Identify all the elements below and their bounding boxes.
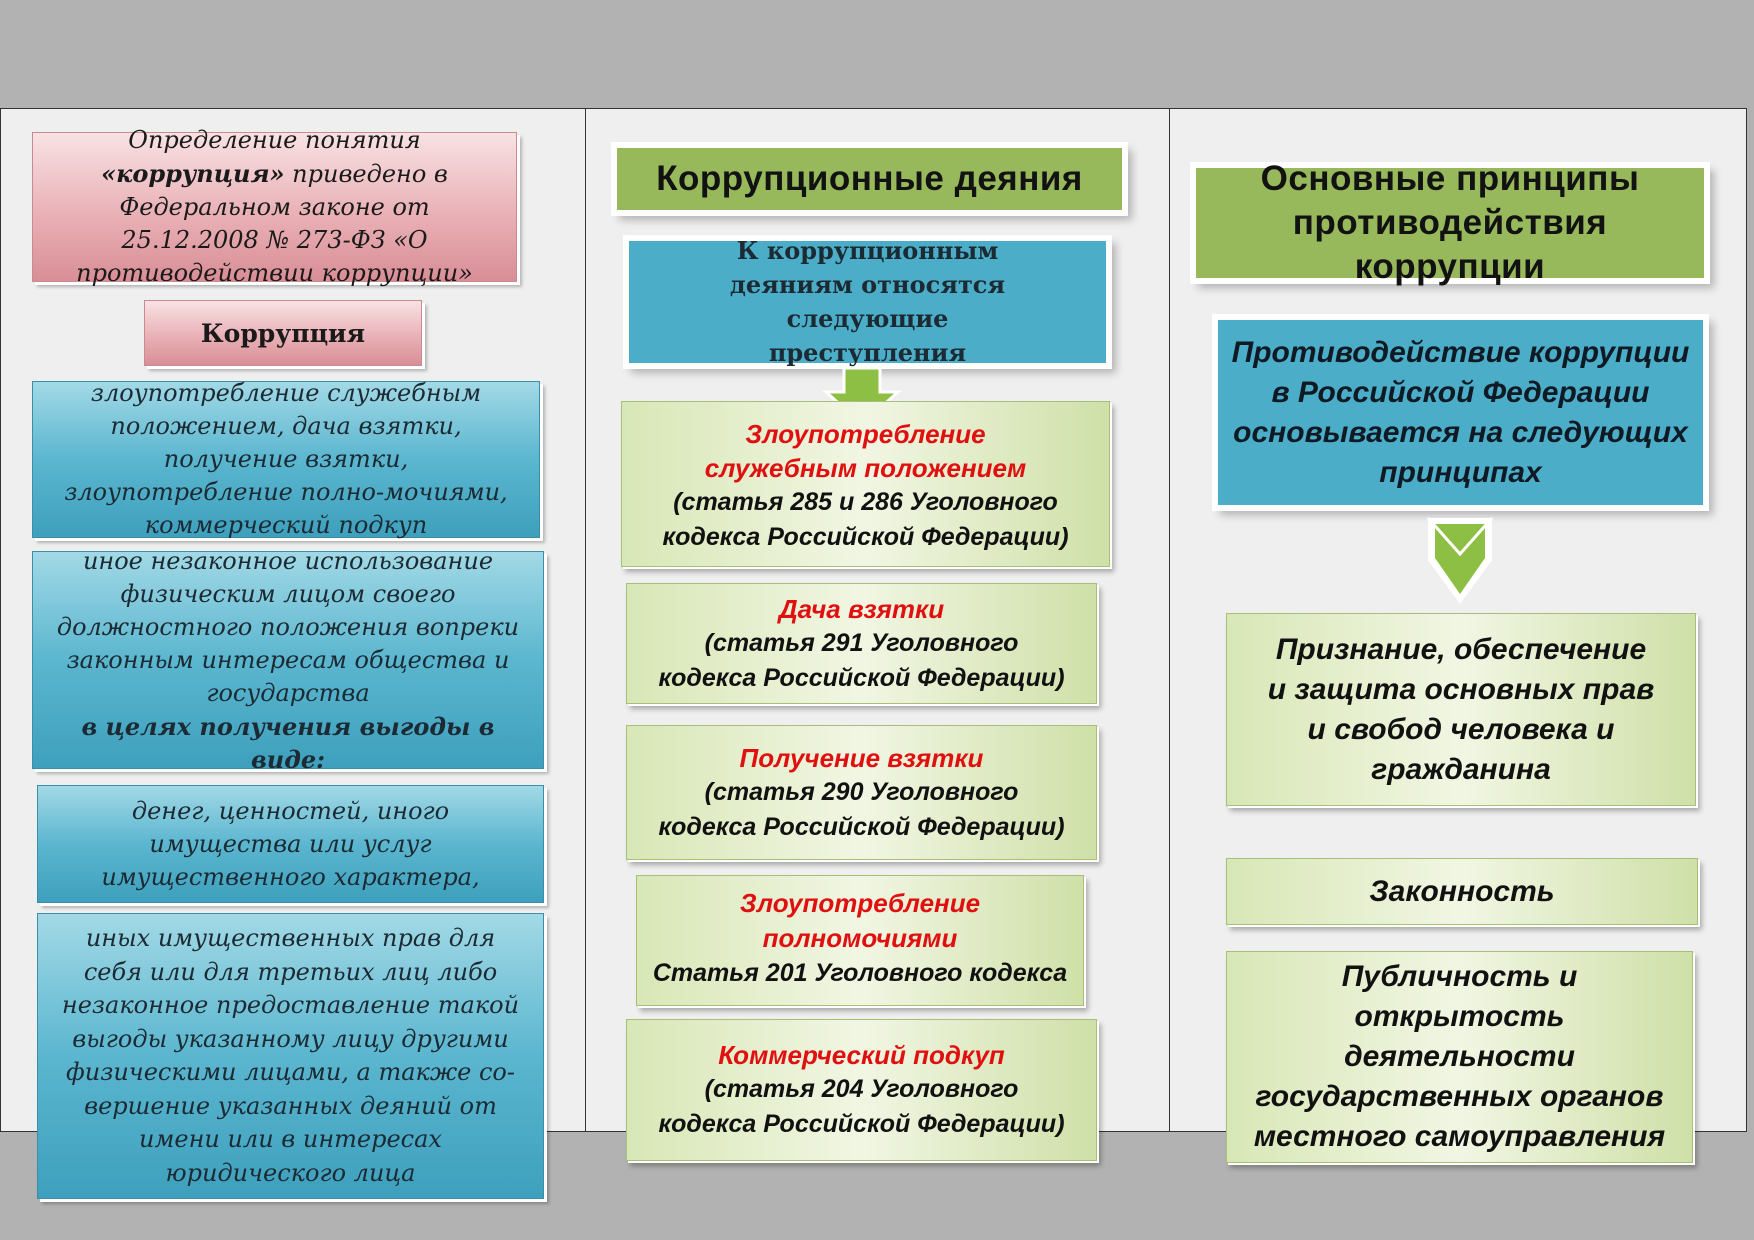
corruption-acts-title: Коррупционные деяния [656,159,1083,198]
definition-text: Определение понятия «коррупция» приведено в Федеральном законе от 25.12.2008 № 273-ФЗ «О противодействии коррупции» [76,126,473,287]
crime-item-3-name: Получение взятки [739,742,984,773]
principle-item-1-text: Признание, обеспечение и защита основных прав и свобод человека и гражданина [1267,632,1655,786]
definition-item-4 [37,913,544,1199]
crime-item-5 [626,1019,1097,1161]
definition-item-1 [32,381,540,538]
definition-item-2-text: иное незаконное использование физическим лицом своего должностного положения вопреки законным интересам общества и государства [56,546,520,707]
crime-item-2-article: (статья 291 Уголовного кодекса Российской Федерации) [658,628,1065,692]
definition-item-3-text: денег, ценностей, иного имущества или услуг имущественного характера, [101,796,480,891]
crime-item-1 [621,401,1110,567]
principle-item-2 [1226,858,1698,925]
principles-header [1196,159,1704,286]
crime-item-2-name: Дача взятки [778,593,945,624]
corruption-acts-intro [629,236,1106,367]
definition-item-2-bold: в целях получения выгоды в виде: [81,711,495,774]
korruptsiya-label: Коррупция [200,318,366,348]
definition-item-4-text: иных имущественных прав для себя или для третьих лиц либо незаконное предоставление такой выгоды указанному лицу другими физическими лицами, а также со-вершение указанных деяний от имени или в интересах юридического лица [61,924,520,1187]
crime-item-1-article: (статья 285 и 286 Уголовного кодекса Российской Федерации) [662,488,1069,551]
corruption-acts-header [617,148,1122,210]
definition-item-2 [32,546,544,774]
corruption-acts-intro-text: К коррупционным деяниям относятся следующие преступления [729,236,1006,367]
crime-item-5-name: Коммерческий подкуп [718,1040,1005,1070]
crime-item-5-article: (статья 204 Уголовного кодекса Российской Федерации) [658,1075,1065,1138]
korruptsiya-box [144,300,422,366]
principle-item-2-text: Законность [1369,874,1555,908]
crime-item-3 [626,725,1097,860]
arrow-down-icon [1425,514,1495,609]
principles-intro-text: Противодействие коррупции в Российской Федерации основывается на следующих принципах [1231,335,1690,489]
principle-item-3-text: Публичность и открытость деятельности государственных органов местного самоуправления [1253,960,1666,1153]
definition-item-3 [37,785,544,903]
principle-item-3 [1226,951,1693,1163]
principle-item-1 [1226,613,1696,806]
definition-item-1-text: злоупотребление служебным положением, дача взятки, получение взятки, злоупотребление полно-мочиями, коммерческий подкуп [64,379,508,539]
principles-intro [1218,320,1703,505]
crime-item-4 [636,875,1084,1006]
crime-item-4-article: Статья 201 Уголовного кодекса [652,959,1068,987]
crime-item-1-name: Злоупотребление служебным положением [704,419,1027,483]
crime-item-2 [626,583,1097,704]
definition-box [32,126,517,287]
crime-item-4-name: Злоупотребление полномочиями [739,888,981,953]
principles-title: Основные принципы противодействия коррупции [1260,159,1640,286]
definition-term: «коррупция» [101,159,285,188]
crime-item-3-article: (статья 290 Уголовного кодекса Российской Федерации) [658,777,1065,841]
